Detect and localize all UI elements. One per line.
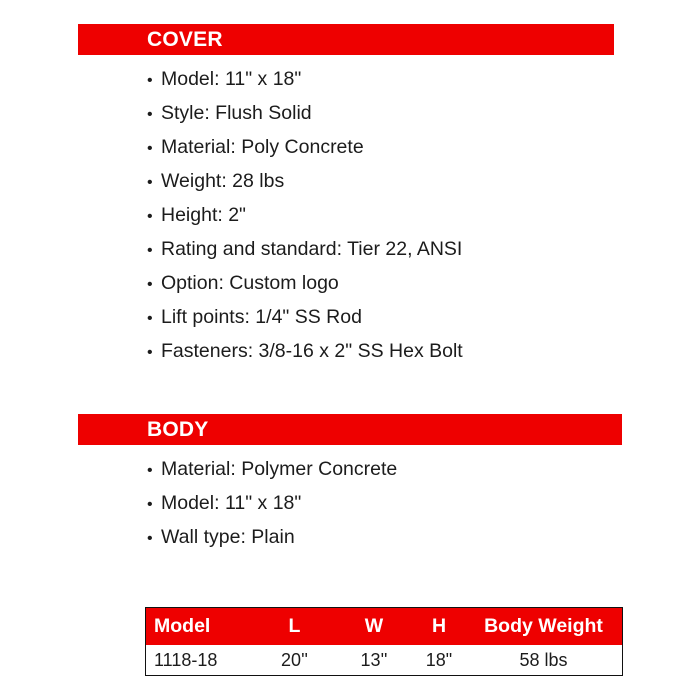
list-item <box>147 62 463 96</box>
list-item <box>147 334 463 368</box>
table-header-body-weight: Body Weight <box>484 615 603 637</box>
spec-text: Lift points: 1/4" SS Rod <box>161 306 362 328</box>
table-cell-w: 13'' <box>360 650 388 670</box>
table-row <box>146 645 622 675</box>
cover-spec-list <box>147 62 463 368</box>
bullet-icon: • <box>147 242 153 259</box>
body-spec-list <box>147 452 397 554</box>
table-cell-body-weight: 58 lbs <box>519 650 568 670</box>
spec-text: Material: Poly Concrete <box>161 136 364 158</box>
spec-text: Style: Flush Solid <box>161 102 312 124</box>
spec-text: Material: Polymer Concrete <box>161 458 398 480</box>
spec-text: Wall type: Plain <box>161 526 295 548</box>
bullet-icon: • <box>147 344 153 361</box>
spec-text: Model: 11" x 18" <box>161 492 302 514</box>
table-cell-h: 18" <box>425 650 453 670</box>
spec-text: Option: Custom logo <box>161 272 339 294</box>
body-section-header <box>78 414 622 445</box>
table-header-l: L <box>288 615 301 637</box>
bullet-icon: • <box>147 310 153 327</box>
list-item <box>147 232 463 266</box>
table-header-h: H <box>431 615 447 637</box>
dimensions-table <box>145 607 623 676</box>
list-item <box>147 520 397 554</box>
bullet-icon: • <box>147 208 153 225</box>
bullet-icon: • <box>147 462 153 479</box>
list-item <box>147 130 463 164</box>
table-header-w: W <box>364 615 384 637</box>
bullet-icon: • <box>147 530 153 547</box>
table-cell-l: 20'' <box>281 650 308 670</box>
list-item <box>147 266 463 300</box>
list-item <box>147 300 463 334</box>
list-item <box>147 164 463 198</box>
table-cell-model: 1118-18 <box>154 650 218 670</box>
list-item <box>147 96 463 130</box>
spec-text: Fasteners: 3/8-16 x 2" SS Hex Bolt <box>161 340 463 362</box>
spec-text: Model: 11" x 18" <box>161 68 302 90</box>
cover-section-header <box>78 24 614 55</box>
bullet-icon: • <box>147 72 153 89</box>
body-section-title: BODY <box>147 418 209 441</box>
table-header-model: Model <box>154 615 211 637</box>
bullet-icon: • <box>147 140 153 157</box>
cover-section-title: COVER <box>147 28 223 51</box>
list-item <box>147 198 463 232</box>
list-item <box>147 452 397 486</box>
list-item <box>147 486 397 520</box>
table-header-row <box>146 608 622 645</box>
spec-text: Weight: 28 lbs <box>161 170 285 192</box>
bullet-icon: • <box>147 106 153 123</box>
bullet-icon: • <box>147 174 153 191</box>
bullet-icon: • <box>147 276 153 293</box>
bullet-icon: • <box>147 496 153 513</box>
spec-text: Rating and standard: Tier 22, ANSI <box>161 238 463 260</box>
spec-text: Height: 2" <box>161 204 246 226</box>
